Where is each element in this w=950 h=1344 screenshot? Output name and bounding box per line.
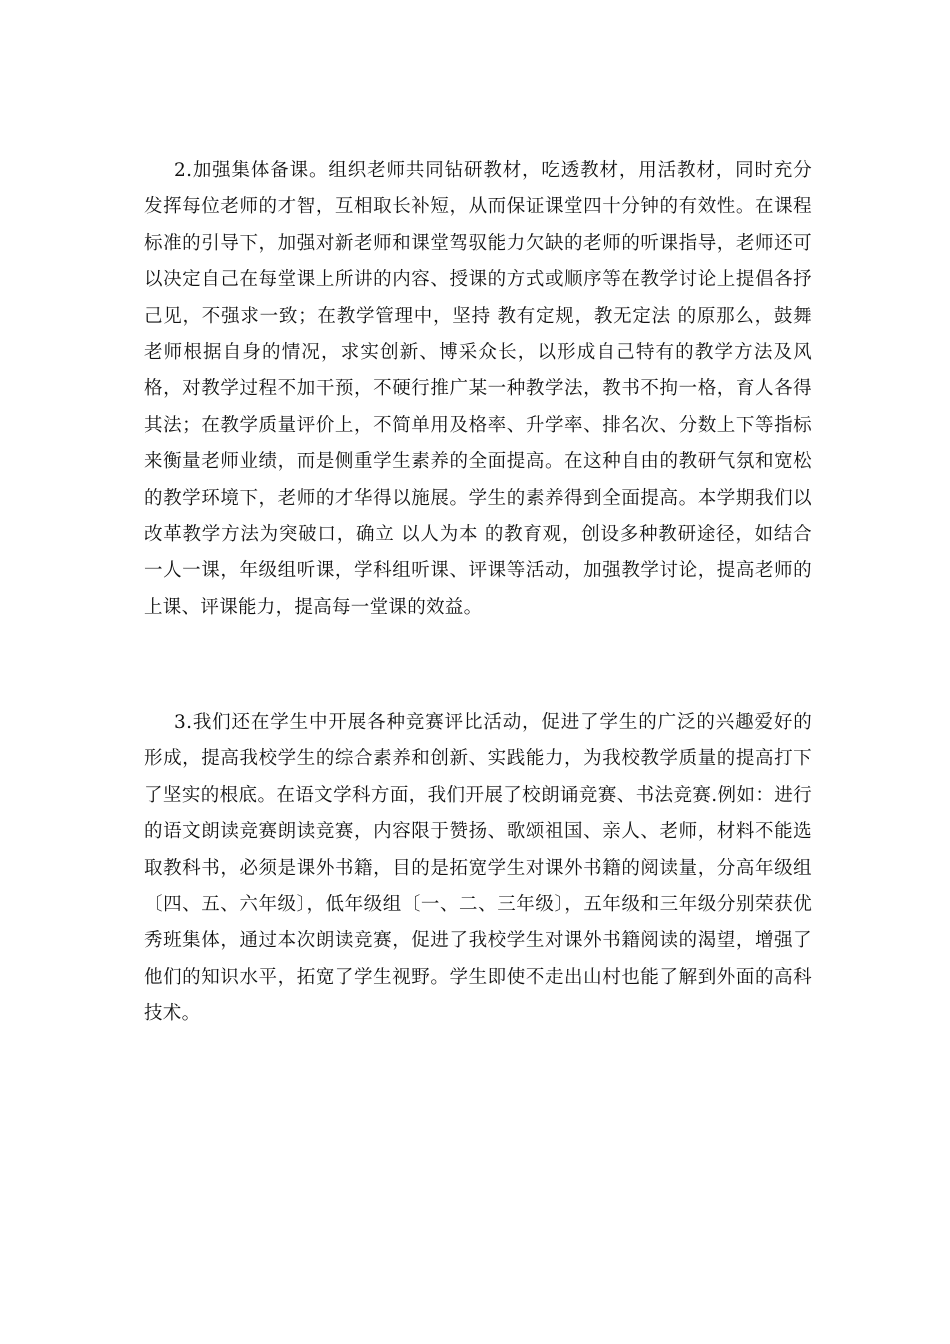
paragraph-collective-lesson-prep: 2.加强集体备课。组织老师共同钻研教材，吃透教材，用活教材，同时充分发挥每位老师的才智，互相取长补短，从而保证课堂四十分钟的有效性。在课程标准的引导下，加强对新老师和课堂驾驭能力欠缺的老师的听课指导，老师还可以决定自己在每堂课上所讲的内容、授课的方式或顺序等在教学讨论上提倡各抒己见，不强求一致；在教学管理中，坚持 教有定规，教无定法 的原那么，鼓舞老师根据自身的情况，求实创新、博采众长，以形成自己特有的教学方法及风格，对教学过程不加干预，不硬行推广某一种教学法，教书不拘一格，育人各得其法；在教学质量评价上，不简单用及格率、升学率、排名次、分数上下等指标来衡量老师业绩，而是侧重学生素养的全面提高。在这种自由的教研气氛和宽松的教学环境下，老师的才华得以施展。学生的素养得到全面提高。本学期我们以改革教学方法为突破口，确立 以人为本 的教育观，创设多种教研途径，如结合一人一课，年级组听课，学科组听课、评课等活动，加强教学讨论，提高老师的上课、评课能力，提高每一堂课的效益。 <box>144 160 812 618</box>
paragraph-student-competitions: 3.我们还在学生中开展各种竞赛评比活动，促进了学生的广泛的兴趣爱好的形成，提高我校学生的综合素养和创新、实践能力，为我校教学质量的提高打下了坚实的根底。在语文学科方面，我们开展了校朗诵竞赛、书法竞赛.例如：进行的语文朗读竞赛朗读竞赛，内容限于赞扬、歌颂祖国、亲人、老师，材料不能选取教科书，必须是课外书籍，目的是拓宽学生对课外书籍的阅读量，分高年级组〔四、五、六年级〕，低年级组〔一、二、三年级〕，五年级和三年级分别荣获优秀班集体，通过本次朗读竞赛，促进了我校学生对课外书籍阅读的渴望，增强了他们的知识水平，拓宽了学生视野。学生即使不走出山村也能了解到外面的高科技术。 <box>144 712 812 1025</box>
